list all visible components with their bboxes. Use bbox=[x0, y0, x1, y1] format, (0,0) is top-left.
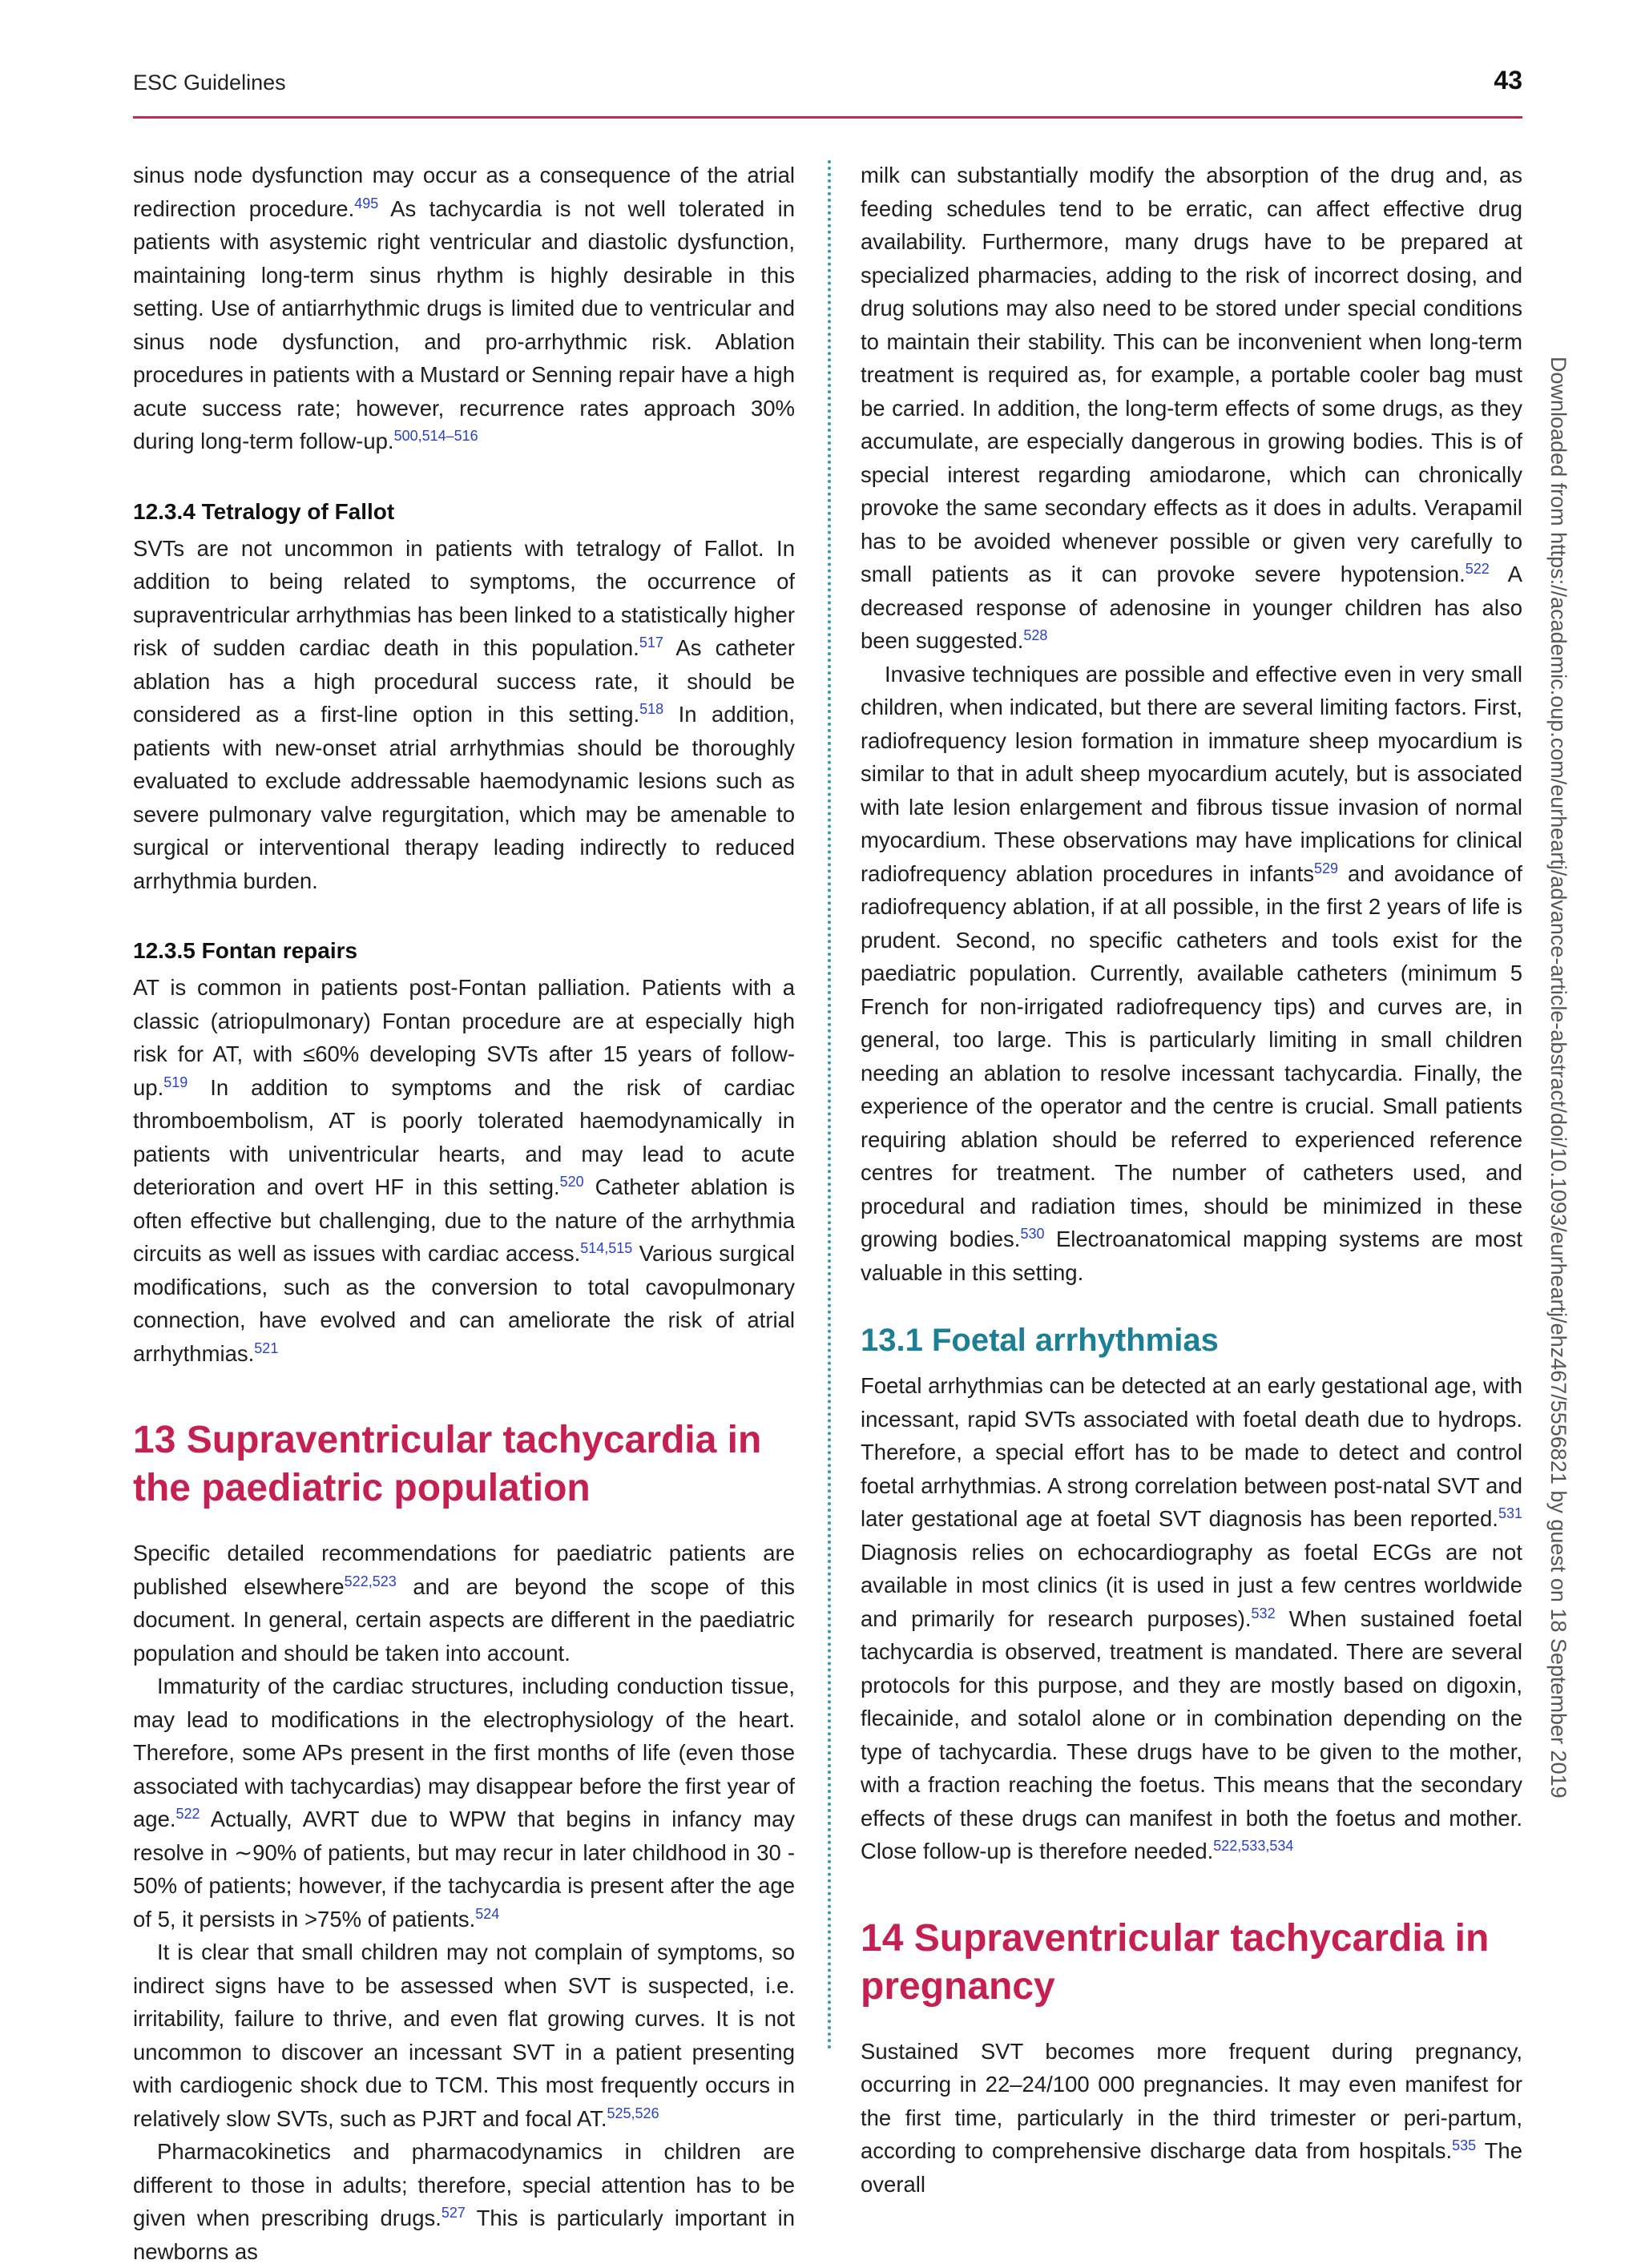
citation-link[interactable]: 531 bbox=[1498, 1505, 1522, 1521]
section-heading-13-1: 13.1 Foetal arrhythmias bbox=[861, 1323, 1219, 1358]
citation-link[interactable]: 519 bbox=[163, 1074, 188, 1090]
citation-link[interactable]: 518 bbox=[639, 700, 664, 717]
running-title: ESC Guidelines bbox=[133, 70, 286, 95]
citation-link[interactable]: 527 bbox=[441, 2204, 466, 2221]
citation-link[interactable]: 535 bbox=[1452, 2137, 1477, 2153]
paragraph: Sustained SVT becomes more frequent during pregnancy, occurring in 22–24/100 000 pregnancies. It may even manifest for the first time, particularly in the third trimester or peri-partum, according to comprehensive discharge data from hospitals.$^{535}$ The overall bbox=[861, 2038, 1523, 2197]
citation-link[interactable]: 495 bbox=[354, 195, 379, 211]
citation-link[interactable]: 525,526 bbox=[607, 2105, 659, 2121]
paragraph: Foetal arrhythmias can be detected at an early gestational age, with incessant, rapid SVTs associated with foetal death due to hydrops. Therefore, a special effort has to be made to detect and control foetal arrhythmias. A strong correlation between post-natal SVT and later gestational age at foetal SVT diagnosis has been reported.$^{531}$ Diagnosis relies on echocardiography as foetal ECGs are not available in most clinics (it is used in just a few centres worldwide and primarily for research purposes).$^{532}$ When sustained foetal tachycardia is observed, treatment is mandated. There are several protocols for this purpose, and they are mostly based on digoxin, flecainide, and sotalol alone or in combination depending on the type of tachycardia. These drugs have to be given to the mother, with a fraction reaching the foetus. This means that the secondary effects of these drugs can manifest in both the foetus and mother. Close follow-up is therefore needed.$^{522,533,534}$ bbox=[861, 1373, 1522, 1863]
chapter-heading-13: 13 Supraventricular tachycardia in the paediatric population bbox=[133, 1419, 762, 1509]
citation-link[interactable]: 517 bbox=[639, 634, 663, 651]
citation-link[interactable]: 520 bbox=[559, 1173, 584, 1190]
citation-link[interactable]: 521 bbox=[254, 1339, 279, 1356]
paragraph: Pharmacokinetics and pharmacodynamics in children are different to those in adults; therefore, special attention has to be given when prescribing drugs.$^{527}$ This is particularly important in newborns as bbox=[133, 2139, 796, 2264]
paragraph: Specific detailed recommendations for paediatric patients are published elsewhere$^{522,523}$ and are beyond the scope of this document. In general, certain aspects are different in the paediatric population and should be taken into account. bbox=[133, 1541, 795, 1666]
header-rule bbox=[133, 116, 1522, 119]
column-divider bbox=[828, 160, 831, 2051]
citation-link[interactable]: 524 bbox=[475, 1905, 500, 1922]
chapter-heading-14: 14 Supraventricular tachycardia in pregnancy bbox=[861, 1916, 1490, 2008]
citation-link[interactable]: 522,523 bbox=[344, 1573, 397, 1589]
citation-link[interactable]: 529 bbox=[1313, 860, 1339, 876]
subsection-heading-fontan: 12.3.5 Fontan repairs bbox=[133, 938, 358, 963]
right-column bbox=[861, 159, 1522, 2201]
page-number: 43 bbox=[1494, 66, 1522, 95]
citation-link[interactable]: 514,515 bbox=[580, 1239, 633, 1256]
citation-link[interactable]: 500,514–516 bbox=[393, 427, 478, 444]
paragraph: It is clear that small children may not complain of symptoms, so indirect signs have to be assessed when SVT is suspected, i.e. irritability, failure to thrive, and even flat growing curves. It is not uncommon to discover an incessant SVT in a patient presenting with cardiogenic shock due to TCM. This most frequently occurs in relatively slow SVTs, such as PJRT and focal AT.$^{525,526}$ bbox=[133, 1940, 795, 2131]
citation-link[interactable]: 528 bbox=[1023, 626, 1048, 643]
subsection-heading-tetralogy: 12.3.4 Tetralogy of Fallot bbox=[133, 498, 395, 524]
paragraph: Invasive techniques are possible and effective even in very small children, when indicated, but there are several limiting factors. First, radiofrequency lesion formation in immature sheep myocardium is similar to that in adult sheep myocardium acutely, but is associated with late lesion enlargement and fibrous tissue invasion of normal myocardium. These observations may have implications for clinical radiofrequency ablation procedures in infants$^{529}$ and avoidance of radiofrequency ablation, if at all possible, in the first 2 years of life is prudent. Second, no specific catheters and tools exist for the paediatric population. Currently, available catheters (minimum 5 French for non-irrigated radiofrequency tips) and curves are, in general, too large. This is particularly limiting in small children needing an ablation to resolve incessant tachycardia. Finally, the experience of the operator and the centre is crucial. Small patients requiring ablation should be referred to experienced reference centres for treatment. The number of catheters used, and procedural and radiation times, should be minimized in these growing bodies.$^{530}$ Electroanatomical mapping systems are most valuable in this setting. bbox=[861, 661, 1522, 1285]
paragraph: Immaturity of the cardiac structures, including conduction tissue, may lead to modifications in the electrophysiology of the heart. Therefore, some APs present in the first months of life (even those associated with tachycardias) may disappear before the first year of age.$^{522}$ Actually, AVRT due to WPW that begins in infancy may resolve in ∼90% of patients, but may recur in later childhood in 30 - 50% of patients; however, if the tachycardia is present after the age of 5, it persists in >75% of patients.$^{524}$ bbox=[133, 1674, 795, 1932]
download-watermark: Downloaded from https://academic.oup.com/eurheartj/advance-article-abstract/doi/10.1093/eurheartj/ehz467/5556821 by guest on 18 September 2019 bbox=[1546, 357, 1570, 1799]
citation-link[interactable]: 530 bbox=[1020, 1225, 1045, 1242]
citation-link[interactable]: 522 bbox=[175, 1805, 200, 1822]
left-column bbox=[133, 159, 795, 2268]
paragraph: AT is common in patients post-Fontan palliation. Patients with a classic (atriopulmonary) Fontan procedure are at especially high risk for AT, with ≤60% developing SVTs after 15 years of follow-up.$^{519}$ In addition to symptoms and the risk of cardiac thromboembolism, AT is poorly tolerated haemodynamically in patients with univentricular hearts, and may lead to acute deterioration and overt HF in this setting.$^{520}$ Catheter ablation is often effective but challenging, due to the nature of the arrhythmia circuits as well as issues with cardiac access.$^{514,515}$ Various surgical modifications, such as the conversion to total cavopulmonary connection, have evolved and can ameliorate the risk of atrial arrhythmias.$^{521}$ bbox=[133, 975, 795, 1366]
citation-link[interactable]: 522,533,534 bbox=[1213, 1837, 1294, 1854]
paragraph: SVTs are not uncommon in patients with tetralogy of Fallot. In addition to being related to symptoms, the occurrence of supraventricular arrhythmias has been linked to a statistically higher risk of sudden cardiac death in this population.$^{517}$ As catheter ablation has a high procedural success rate, it should be considered as a first-line option in this setting.$^{518}$ In addition, patients with new-onset atrial arrhythmias should be thoroughly evaluated to exclude addressable haemodynamic lesions such as severe pulmonary valve regurgitation, which may be amenable to surgical or interventional therapy leading indirectly to reduced arrhythmia burden. bbox=[133, 535, 796, 893]
page-header bbox=[133, 66, 1522, 106]
citation-link[interactable]: 532 bbox=[1251, 1605, 1276, 1621]
paragraph: sinus node dysfunction may occur as a consequence of the atrial redirection procedure.$^{495}$ As tachycardia is not well tolerated in patients with asystemic right ventricular and diastolic dysfunction, maintaining long-term sinus rhythm is highly desirable in this setting. Use of antiarrhythmic drugs is limited due to ventricular and sinus node dysfunction, and pro-arrhythmic risk. Ablation procedures in patients with a Mustard or Senning repair have a high acute success rate; however, recurrence rates approach 30% during long-term follow-up.$^{500,514-516}$ bbox=[133, 163, 795, 453]
paragraph: milk can substantially modify the absorption of the drug and, as feeding schedules tend to be erratic, can affect effective drug availability. Furthermore, many drugs have to be prepared at specialized pharmacies, adding to the risk of incorrect dosing, and drug solutions may also need to be stored under special conditions to maintain their stability. This can be inconvenient when long-term treatment is required as, for example, a portable cooler bag must be carried. In addition, the long-term effects of some drugs, as they accumulate, are especially dangerous in growing bodies. This is of special interest regarding amiodarone, which can chronically provoke the same secondary effects as it does in adults. Verapamil has to be avoided whenever possible or given very carefully to small patients as it can provoke severe hypotension.$^{522}$ A decreased response of adenosine in younger children has also been suggested.$^{528}$ bbox=[861, 163, 1523, 653]
citation-link[interactable]: 522 bbox=[1465, 560, 1490, 577]
